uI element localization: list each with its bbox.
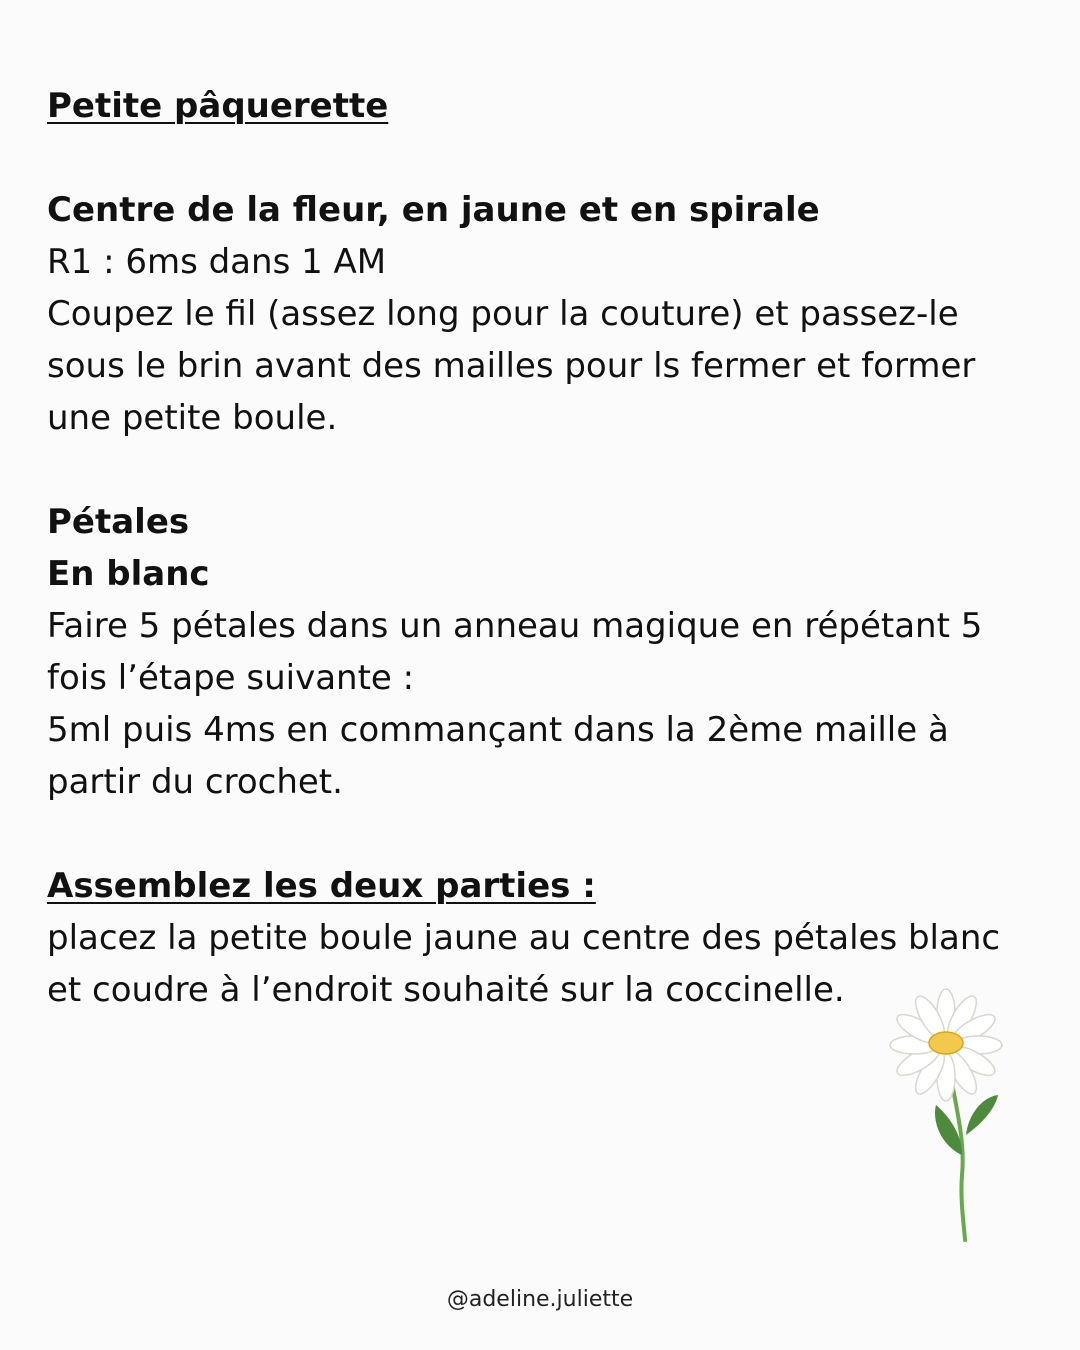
section-heading-assemblage: Assemblez les deux parties :: [47, 866, 596, 906]
section-subheading-petales: En blanc: [47, 554, 210, 594]
paragraph-line: une petite boule.: [47, 398, 338, 438]
paragraph-line: Faire 5 pétales dans un anneau magique en répétant 5: [47, 606, 983, 646]
section-heading-centre: Centre de la fleur, en jaune et en spirale: [47, 190, 820, 230]
section-heading-petales: Pétales: [47, 502, 190, 542]
daisy-icon: [870, 985, 1030, 1250]
paragraph-line: R1 : 6ms dans 1 AM: [47, 242, 387, 282]
paragraph-line: Coupez le fil (assez long pour la couture) et passez-le: [47, 294, 959, 334]
paragraph-line: partir du crochet.: [47, 762, 343, 802]
page-title: Petite pâquerette: [47, 86, 389, 126]
paragraph-line: fois l’étape suivante :: [47, 658, 415, 698]
paragraph-line: et coudre à l’endroit souhaité sur la coccinelle.: [47, 970, 845, 1010]
spacer: [47, 808, 1037, 860]
paragraph-line: placez la petite boule jaune au centre des pétales blanc: [47, 918, 1001, 958]
spacer: [47, 444, 1037, 496]
author-handle: @adeline.juliette: [446, 1287, 634, 1312]
paragraph-line: sous le brin avant des mailles pour ls fermer et former: [47, 346, 976, 386]
paragraph-line: 5ml puis 4ms en commançant dans la 2ème maille à: [47, 710, 949, 750]
recipe-content: [47, 80, 1037, 1016]
spacer: [47, 132, 1037, 184]
